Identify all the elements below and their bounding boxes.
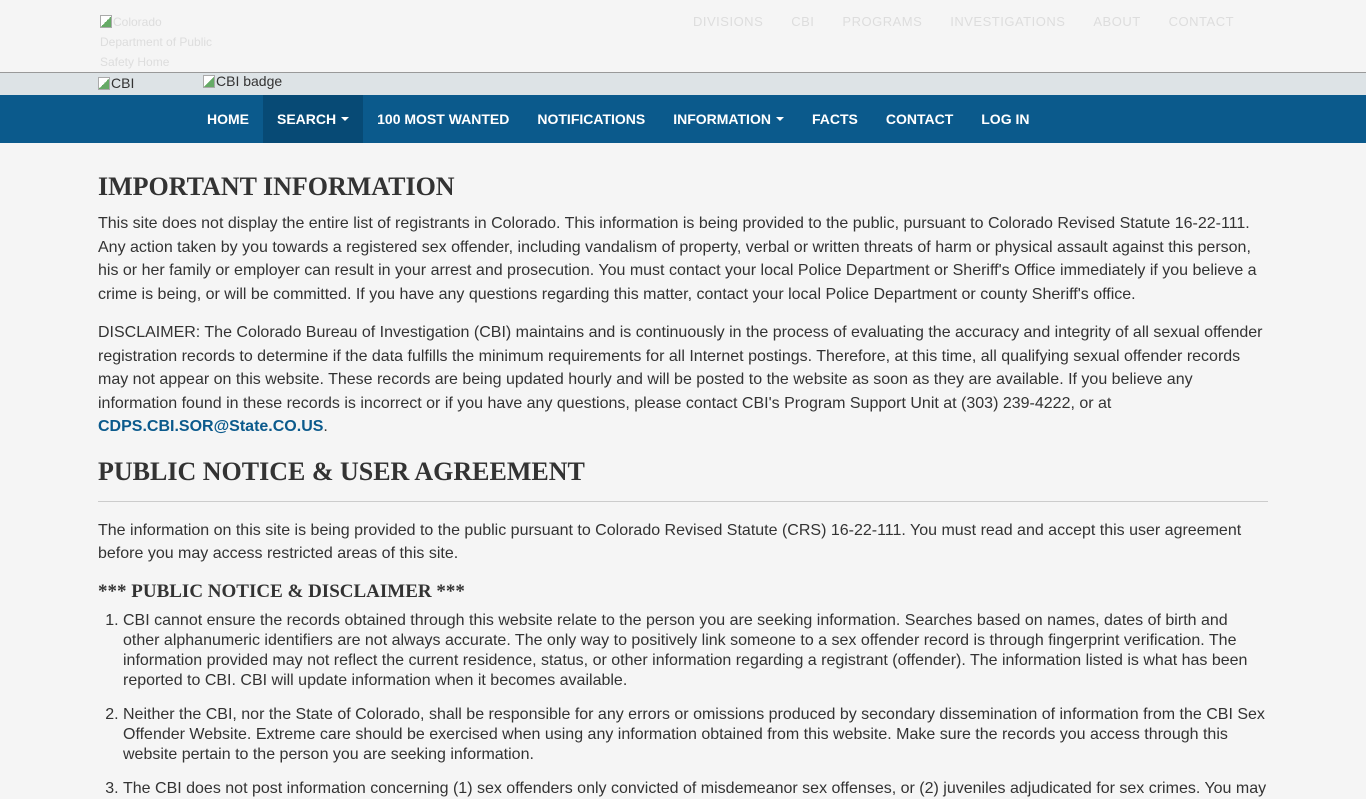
- nav-most-wanted[interactable]: [363, 95, 523, 143]
- important-paragraph: This site does not display the entire list of registrants in Colorado. This information is being provided to the public, pursuant to Colorado Revised Statute 16-22-111. Any action taken by you towards a registered sex offender, including vandalism of property, verbal or written threats of harm or physical assault against this person, his or her family or employer can result in your arrest and prosecution. You must contact your local Police Department or Sheriff's Office immediately if you believe a crime is being, or will be committed. If you have any questions regarding this matter, contact your local Police Department or county Sheriff's office.: [98, 215, 1257, 303]
- broken-image-icon: [203, 75, 215, 88]
- caret-down-icon: [776, 117, 784, 121]
- cdps-logo[interactable]: [100, 12, 225, 72]
- nav-notifications[interactable]: [523, 95, 659, 143]
- nav-information[interactable]: [659, 95, 798, 143]
- disclaimer-paragraph: [98, 321, 1268, 439]
- cbi-logo[interactable]: [98, 75, 134, 91]
- main-content: [0, 172, 1366, 799]
- list-item: 3. The CBI does not post information concerning (1) sex offenders only convicted of misdemeanor sex offenses, or (2) juveniles adjudicated for sex crimes. You may: [123, 779, 1268, 799]
- top-links: [693, 14, 1234, 29]
- important-heading: IMPORTANT INFORMATION: [98, 172, 455, 201]
- nav-label: HOME: [207, 111, 249, 127]
- nav-facts[interactable]: [798, 95, 872, 143]
- nav-label: CONTACT: [885, 111, 954, 127]
- site-header: [0, 0, 1366, 73]
- badge-alt: CBI badge: [216, 73, 283, 89]
- main-nav: [0, 95, 1366, 143]
- email-link[interactable]: CDPS.CBI.SOR@State.CO.US: [98, 418, 324, 435]
- nav-home[interactable]: [193, 95, 263, 143]
- nav-label: 100 MOST WANTED: [377, 111, 510, 127]
- top-link[interactable]: ABOUT: [1093, 14, 1141, 29]
- top-link[interactable]: CBI: [791, 14, 815, 29]
- disclaimer-text: DISCLAIMER: The Colorado Bureau of Investigation (CBI) maintains and is continuously in the process of evaluating the accuracy and integrity of all sexual offender registration records to determine if the data fulfills the minimum requirements for all Internet postings. Therefore, at this time, all qualifying sexual offender records may not appear on this website. These records are being updated hourly and will be posted to the website as soon as they are available. If you believe any information found in these records is incorrect or if you have any questions, please contact CBI's Program Support Unit at (303) 239-4222, or at: [98, 324, 1263, 412]
- top-link[interactable]: INVESTIGATIONS: [950, 14, 1066, 29]
- nav-label: FACTS: [811, 111, 858, 127]
- cbi-badge: [203, 73, 282, 89]
- badge-bar: [0, 73, 1366, 95]
- agreement-heading: PUBLIC NOTICE & USER AGREEMENT: [98, 457, 1268, 502]
- broken-image-icon: [100, 15, 112, 28]
- logo-alt-text: Colorado Department of Public Safety Home: [100, 15, 213, 69]
- broken-image-icon: [98, 77, 110, 90]
- period: .: [323, 418, 328, 435]
- nav-search[interactable]: [263, 95, 363, 143]
- cbi-alt: CBI: [111, 75, 135, 91]
- agreement-intro: The information on this site is being provided to the public pursuant to Colorado Revised Statute (CRS) 16-22-111. You must read and accept this user agreement before you may access restricted areas of this site.: [98, 521, 1242, 562]
- caret-down-icon: [341, 117, 349, 121]
- top-link[interactable]: PROGRAMS: [842, 14, 923, 29]
- list-item: 2. Neither the CBI, nor the State of Colorado, shall be responsible for any errors or omissions produced by secondary dissemination of information from the CBI Sex Offender Website. Extreme care should be exercised when using any information obtained from this website. Make sure the records you access through this website pertain to the person you are seeking information.: [123, 705, 1268, 766]
- list-item: 1. CBI cannot ensure the records obtained through this website relate to the person you are seeking information. Searches based on names, dates of birth and other alphanumeric identifiers are not always accurate. The only way to positively link someone to a sex offender record is through fingerprint verification. The information provided may not reflect the current residence, status, or other information regarding a registrant (offender). The information listed is what has been reported to CBI. CBI will update information when it becomes available.: [123, 611, 1268, 692]
- notice-subheading: *** PUBLIC NOTICE & DISCLAIMER ***: [98, 580, 465, 602]
- nav-login[interactable]: [967, 95, 1043, 143]
- nav-label: LOG IN: [981, 111, 1030, 127]
- nav-contact[interactable]: [872, 95, 967, 143]
- notice-list: [98, 611, 1268, 799]
- top-link[interactable]: CONTACT: [1168, 14, 1235, 29]
- nav-label: INFORMATION: [673, 111, 771, 127]
- top-link[interactable]: DIVISIONS: [693, 14, 764, 29]
- nav-label: SEARCH: [277, 111, 337, 127]
- nav-label: NOTIFICATIONS: [537, 111, 646, 127]
